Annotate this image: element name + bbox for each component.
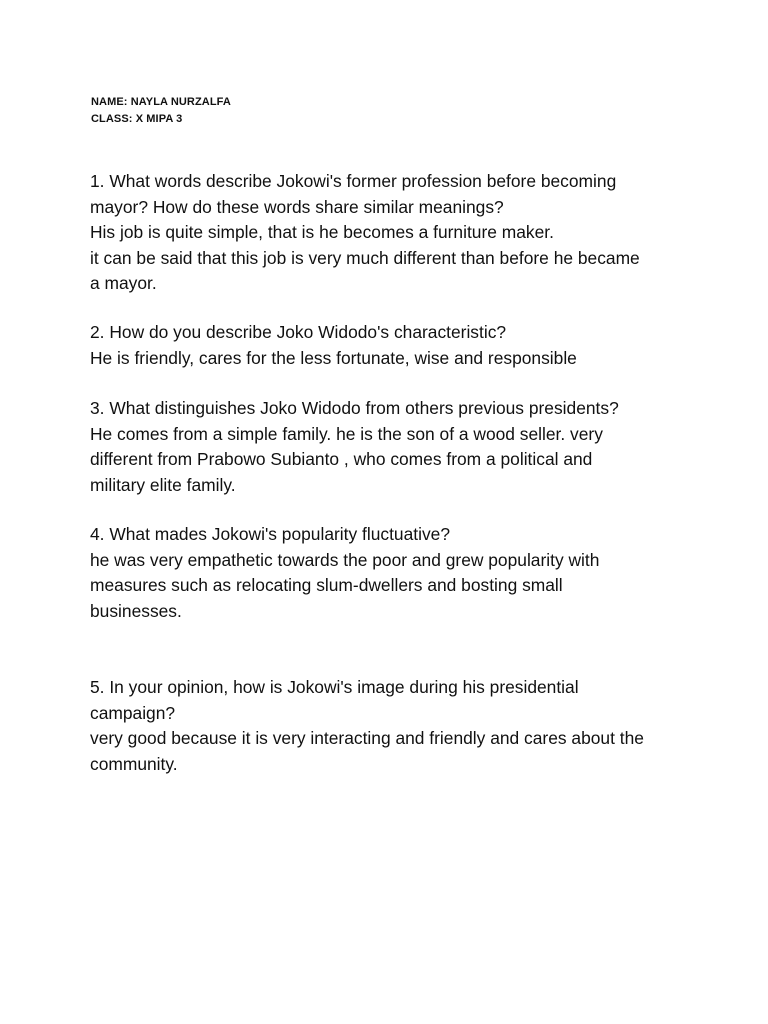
question-1-block bbox=[90, 169, 700, 297]
answer-text: community. bbox=[90, 753, 178, 774]
question-text: 4. What mades Jokowi's popularity fluctuative? bbox=[90, 524, 450, 544]
question-5-block bbox=[90, 675, 700, 777]
answer-text: His job is quite simple, that is he becomes a furniture maker. bbox=[90, 222, 554, 242]
question-text: 2. How do you describe Joko Widodo's characteristic? bbox=[90, 322, 507, 342]
answer-text: it can be said that this job is very much different than before he became bbox=[90, 247, 640, 268]
answer-text: he was very empathetic towards the poor and grew popularity with bbox=[90, 549, 600, 570]
question-text: mayor? How do these words share similar meanings? bbox=[90, 196, 504, 217]
answer-text: measures such as relocating slum-dwellers and bosting small bbox=[90, 575, 563, 595]
question-text: 1. What words describe Jokowi's former profession before becoming bbox=[90, 171, 617, 191]
answer-text: He comes from a simple family. he is the son of a wood seller. very bbox=[90, 423, 603, 444]
question-4-block bbox=[90, 522, 700, 624]
answer-text: a mayor. bbox=[90, 273, 157, 293]
answer-text: He is friendly, cares for the less fortunate, wise and responsible bbox=[90, 347, 577, 368]
student-name: NAME: NAYLA NURZALFA bbox=[91, 96, 231, 108]
student-class: CLASS: X MIPA 3 bbox=[91, 113, 183, 125]
answer-text: different from Prabowo Subianto , who comes from a political and bbox=[90, 449, 593, 469]
answer-text: military elite family. bbox=[90, 474, 236, 495]
answer-text: very good because it is very interacting and friendly and cares about the bbox=[90, 728, 644, 748]
question-3-block bbox=[90, 396, 700, 498]
answer-text: businesses. bbox=[90, 600, 182, 621]
question-text: 5. In your opinion, how is Jokowi's image during his presidential bbox=[90, 677, 579, 697]
question-2-block bbox=[90, 320, 700, 371]
student-header bbox=[91, 94, 691, 128]
question-text: campaign? bbox=[90, 702, 176, 723]
question-text: 3. What distinguishes Joko Widodo from others previous presidents? bbox=[90, 398, 619, 418]
